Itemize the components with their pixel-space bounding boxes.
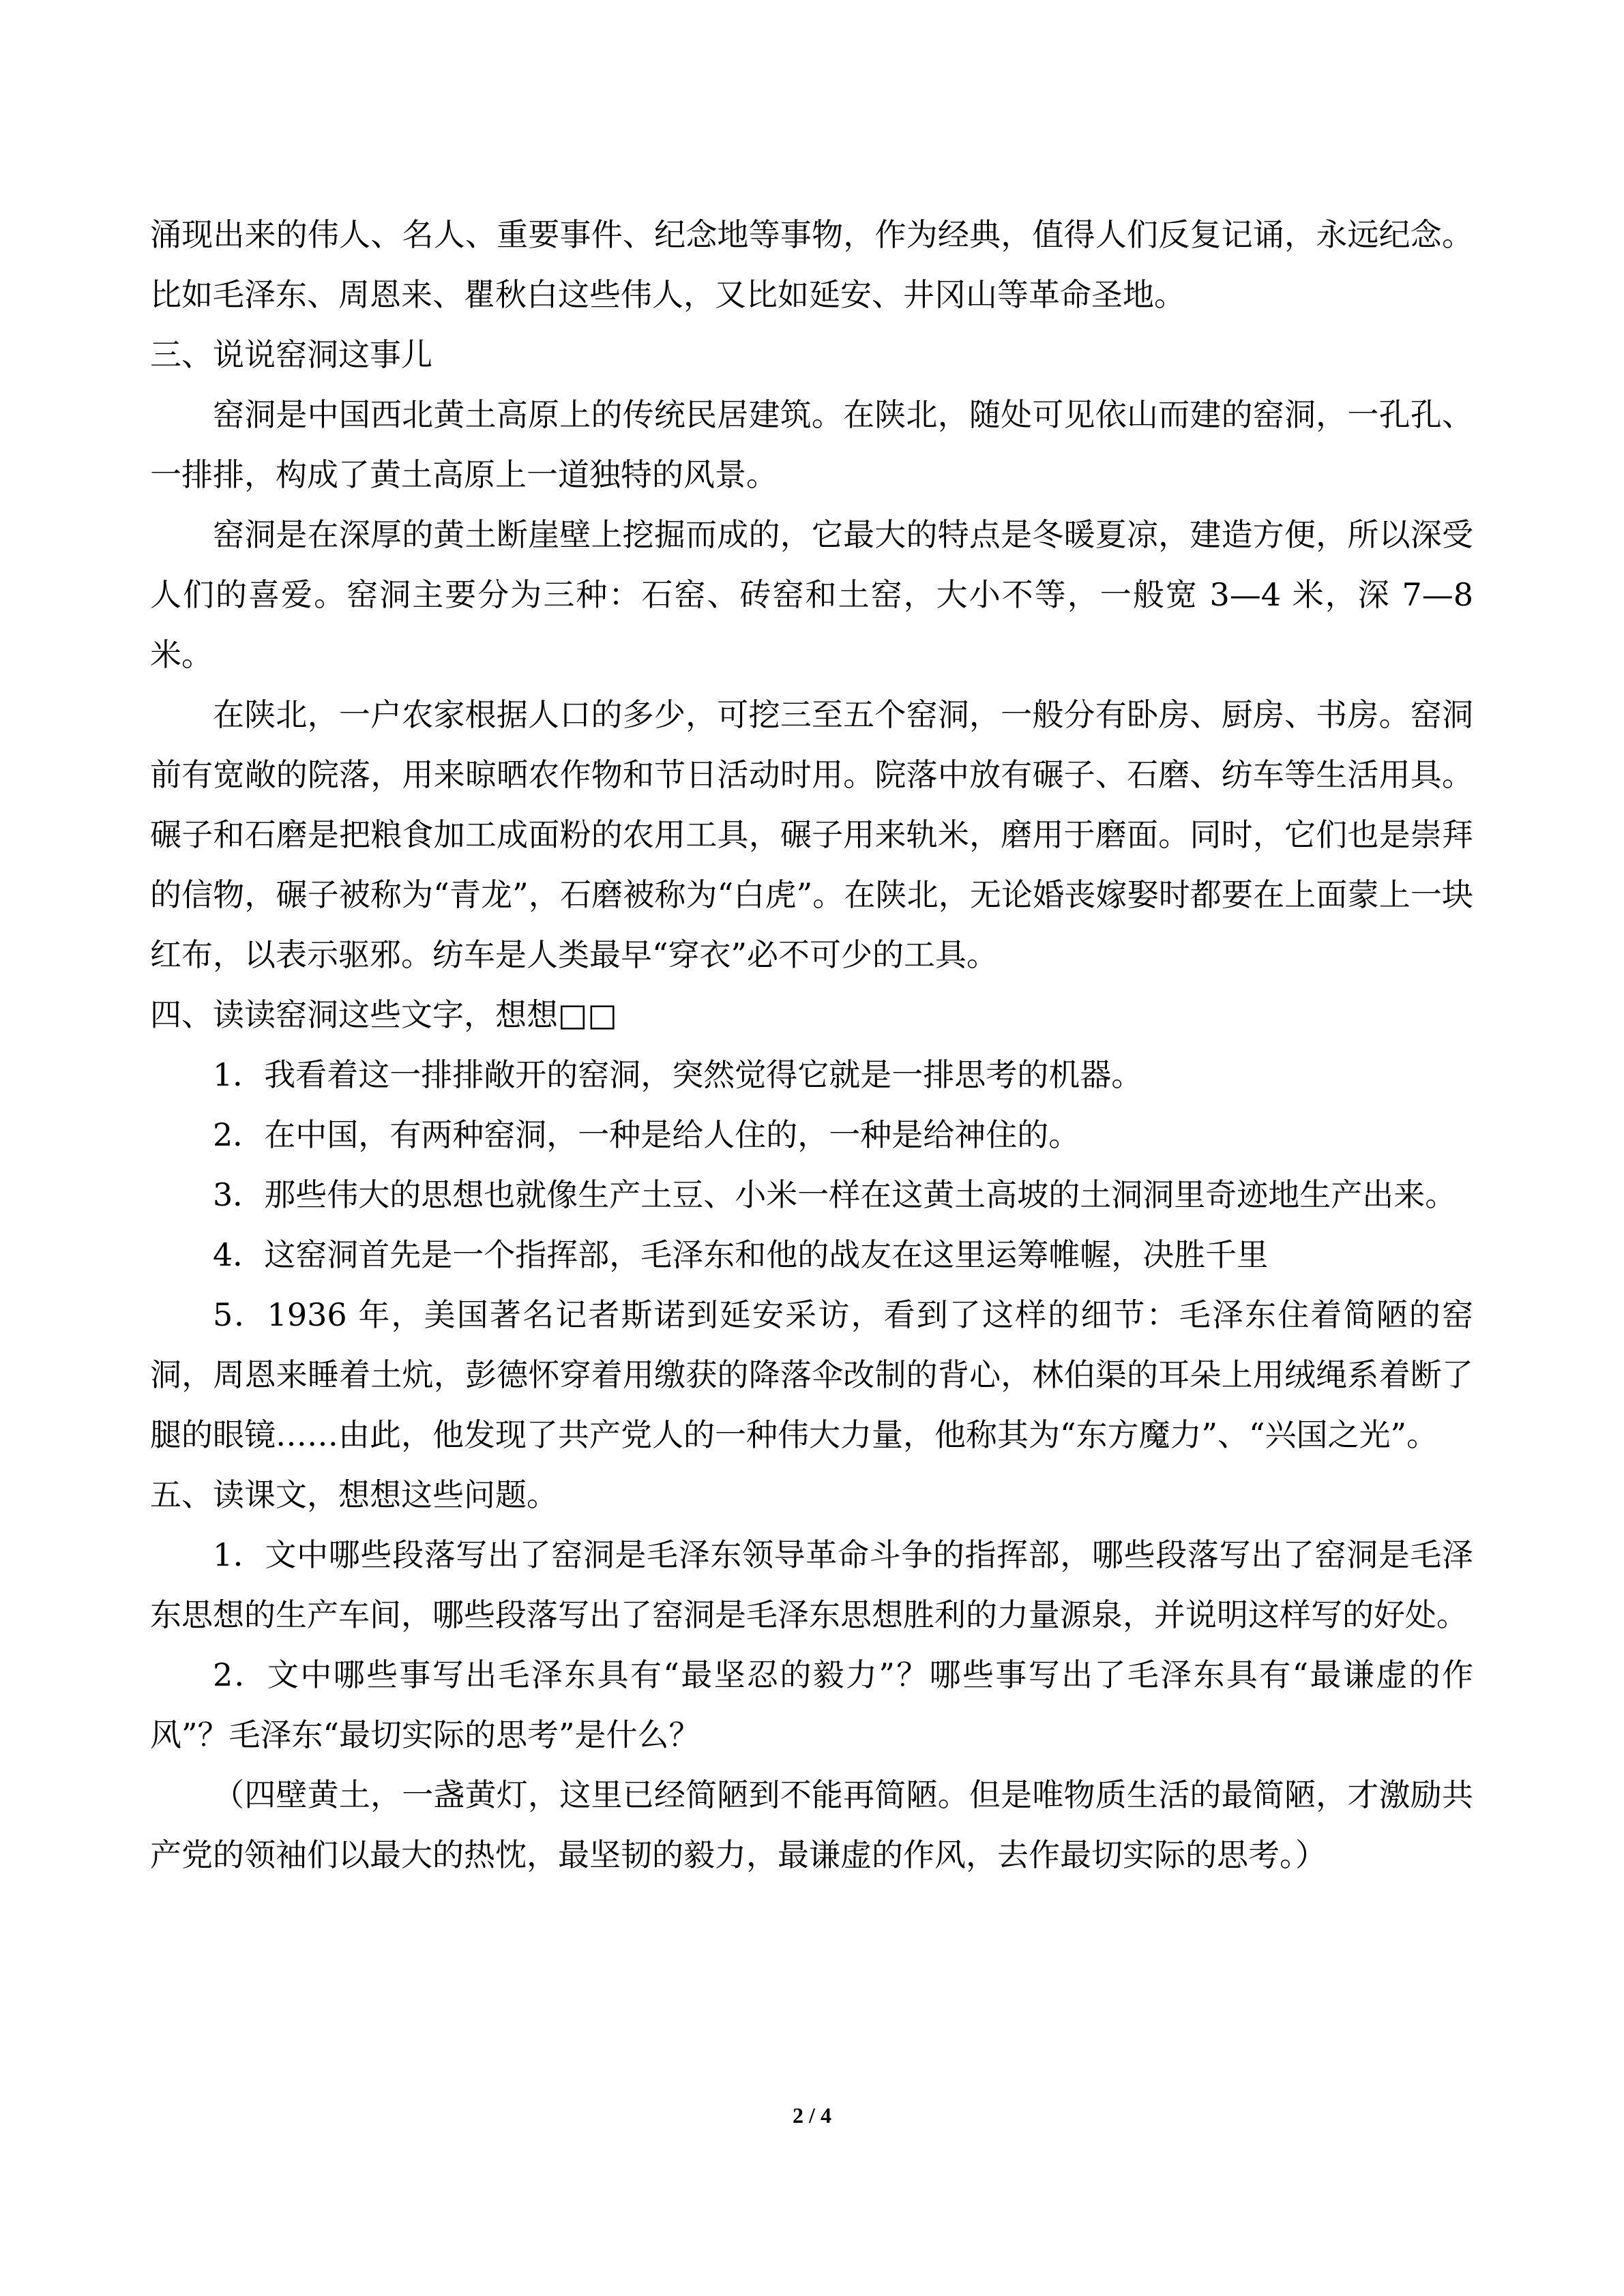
list-item: 1．我看着这一排排敞开的窑洞，突然觉得它就是一排思考的机器。: [213, 1056, 1143, 1093]
question-item: 1．文中哪些段落写出了窑洞是毛泽东领导革命斗争的指挥部，哪些段落写出了窑洞是毛泽东思想的生产车间，哪些段落写出了窑洞是毛泽东思想胜利的力量源泉，并说明这样写的好处。: [150, 1536, 1473, 1633]
section-heading-5: 五、读课文，想想这些问题。: [150, 1476, 558, 1513]
section-heading-3: 三、说说窑洞这事儿: [150, 336, 432, 373]
question-item: 2．文中哪些事写出毛泽东具有“最坚忍的毅力”？哪些事写出了毛泽东具有“最谦虚的作风”？毛泽东“最切实际的思考”是什么？: [150, 1656, 1473, 1753]
document-body: [150, 205, 1473, 1885]
list-item: 5．1936 年，美国著名记者斯诺到延安采访，看到了这样的细节：毛泽东住着简陋的窑洞，周恩来睡着土炕，彭德怀穿着用缴获的降落伞改制的背心，林伯渠的耳朵上用绒绳系着断了腿的眼镜……由此，他发现了共产党人的一种伟大力量，他称其为“东方魔力”、“兴国之光”。: [150, 1296, 1473, 1453]
list-item: 4．这窑洞首先是一个指挥部，毛泽东和他的战友在这里运筹帷幄，决胜千里: [213, 1236, 1269, 1273]
paragraph: 在陕北，一户农家根据人口的多少，可挖三至五个窑洞，一般分有卧房、厨房、书房。窑洞前有宽敞的院落，用来晾晒农作物和节日活动时用。院落中放有碾子、石磨、纺车等生活用具。碾子和石磨是把粮食加工成面粉的农用工具，碾子用来轨米，磨用于磨面。同时，它们也是崇拜的信物，碾子被称为“青龙”，石磨被称为“白虎”。在陕北，无论婚丧嫁娶时都要在上面蒙上一块红布，以表示驱邪。纺车是人类最早“穿衣”必不可少的工具。: [150, 696, 1473, 973]
paragraph-continuation: 涌现出来的伟人、名人、重要事件、纪念地等事物，作为经典，值得人们反复记诵，永远纪念。比如毛泽东、周恩来、瞿秋白这些伟人，又比如延安、井冈山等革命圣地。: [150, 216, 1473, 313]
list-item: 3．那些伟大的思想也就像生产土豆、小米一样在这黄土高坡的土洞洞里奇迹地生产出来。: [213, 1176, 1457, 1213]
answer-paragraph: （四壁黄土，一盏黄灯，这里已经简陋到不能再简陋。但是唯物质生活的最简陋，才激励共产党的领袖们以最大的热忱，最坚韧的毅力，最谦虚的作风，去作最切实际的思考。）: [150, 1776, 1473, 1873]
page-number: 2 / 4: [793, 2103, 831, 2128]
section-heading-4: 四、读读窑洞这些文字，想想□□: [150, 996, 617, 1033]
paragraph: 窑洞是中国西北黄土高原上的传统民居建筑。在陕北，随处可见依山而建的窑洞，一孔孔、一排排，构成了黄土高原上一道独特的风景。: [150, 396, 1473, 493]
list-item: 2．在中国，有两种窑洞，一种是给人住的，一种是给神住的。: [213, 1116, 1080, 1153]
paragraph: 窑洞是在深厚的黄土断崖壁上挖掘而成的，它最大的特点是冬暖夏凉，建造方便，所以深受人们的喜爱。窑洞主要分为三种：石窑、砖窑和土窑，大小不等，一般宽 3—4 米，深 7—8 米。: [150, 516, 1473, 673]
